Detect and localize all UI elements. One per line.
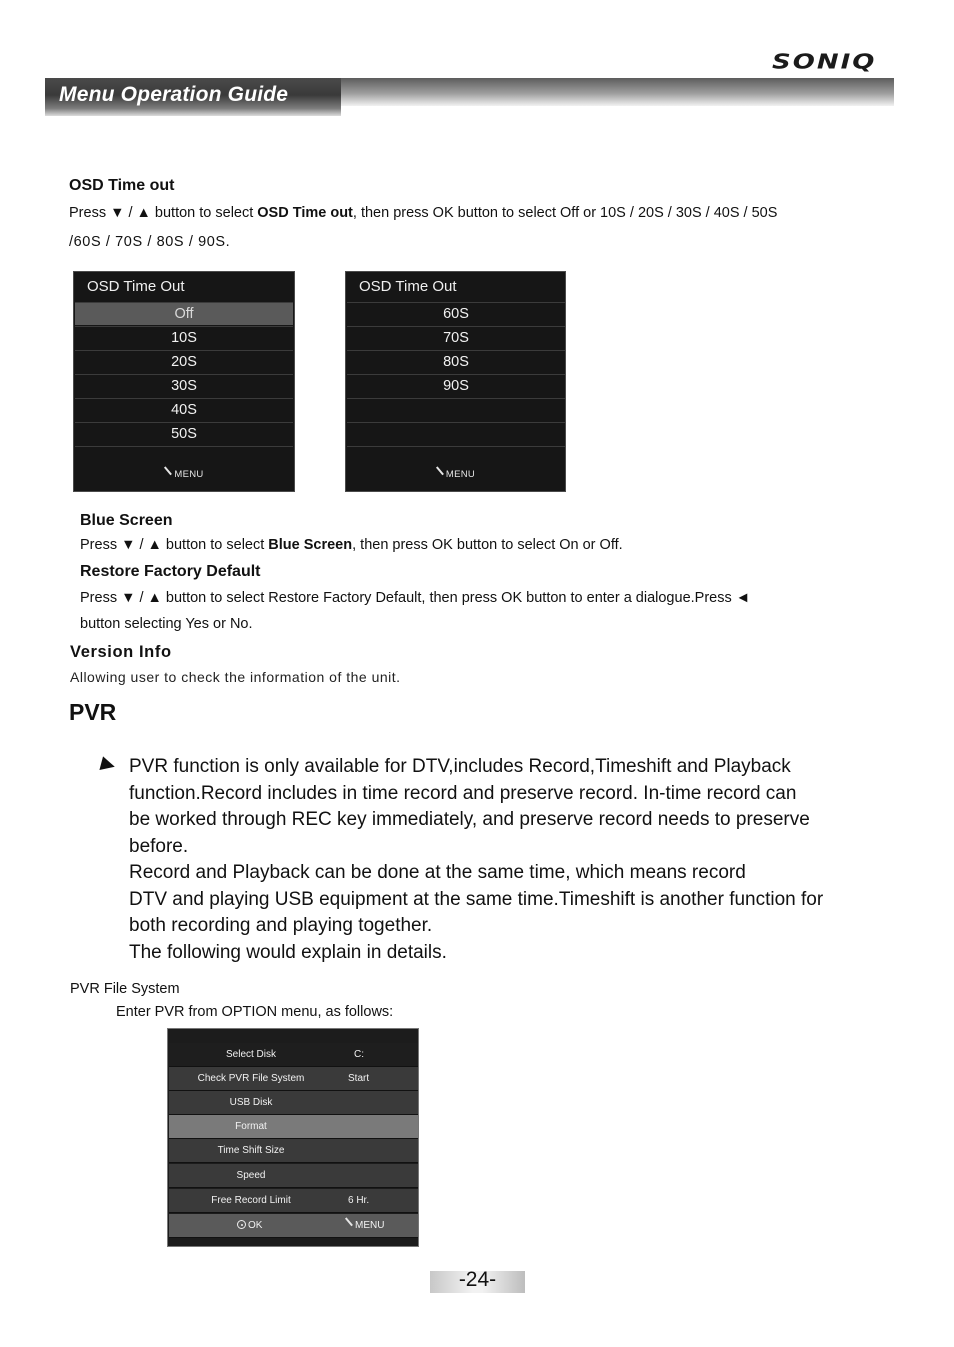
osd-option-50s[interactable]: 50S bbox=[75, 422, 293, 445]
osd-timeout-menu-left bbox=[73, 271, 295, 492]
osd-row-divider bbox=[75, 446, 293, 447]
osd-option-40s[interactable]: 40S bbox=[75, 398, 293, 421]
version-text: Allowing user to check the information of the unit. bbox=[70, 669, 401, 685]
page-title: Menu Operation Guide bbox=[59, 83, 289, 106]
page-number: -24- bbox=[458, 1268, 497, 1291]
pvr-file-system-heading: PVR File System bbox=[70, 981, 180, 997]
menu-hint: MENU bbox=[345, 1214, 384, 1238]
osd-timeout-menu-right bbox=[345, 271, 566, 492]
pvr-row-usb-disk[interactable]: USB Disk bbox=[169, 1091, 418, 1115]
osd-option-60s[interactable]: 60S bbox=[347, 302, 565, 325]
osd-timeout-heading: OSD Time out bbox=[69, 177, 175, 194]
pvr-row-time-shift-size[interactable]: Time Shift Size bbox=[169, 1139, 418, 1163]
bullet-arrow-icon bbox=[99, 756, 116, 773]
brand-logo: SONIQ bbox=[772, 50, 877, 74]
osd-option-70s[interactable]: 70S bbox=[347, 326, 565, 349]
pvr-menu-footer bbox=[169, 1214, 418, 1238]
pvr-row-format[interactable]: Format bbox=[169, 1115, 418, 1139]
pvr-file-system-intro: Enter PVR from OPTION menu, as follows: bbox=[116, 1004, 394, 1020]
osd-option-30s[interactable]: 30S bbox=[75, 374, 293, 397]
osd-menu-footer: MENU bbox=[346, 468, 565, 480]
pvr-row-check-file-system[interactable]: Check PVR File System Start bbox=[169, 1067, 418, 1091]
header-bar bbox=[340, 78, 894, 106]
osd-menu-footer: MENU bbox=[74, 468, 294, 480]
version-heading: Version Info bbox=[70, 643, 172, 661]
pvr-option-menu bbox=[167, 1028, 419, 1247]
blue-screen-text: Press ▼ / ▲ button to select Blue Screen, then press OK button to select On or Off. bbox=[80, 537, 623, 553]
restore-text-1: Press ▼ / ▲ button to select Restore Factory Default, then press OK button to enter a dialogue.Press ◄ bbox=[80, 590, 751, 606]
osd-menu-title: OSD Time Out bbox=[87, 278, 185, 295]
osd-row-divider bbox=[347, 446, 565, 447]
menu-back-icon bbox=[436, 468, 444, 476]
pvr-title: PVR bbox=[69, 699, 117, 725]
osd-timeout-text: Press ▼ / ▲ button to select OSD Time out, then press OK button to select Off or 10S / 20S / 30S / 40S / 50S bbox=[69, 205, 778, 221]
restore-heading: Restore Factory Default bbox=[80, 563, 261, 580]
restore-text-2: button selecting Yes or No. bbox=[80, 616, 253, 632]
pvr-row-select-disk[interactable]: Select Disk C: bbox=[169, 1043, 418, 1067]
osd-menu-title: OSD Time Out bbox=[359, 278, 457, 295]
menu-back-icon bbox=[164, 468, 172, 476]
osd-option-90s[interactable]: 90S bbox=[347, 374, 565, 397]
osd-option-off[interactable]: Off bbox=[75, 302, 293, 325]
pvr-description: PVR function is only available for DTV,includes Record,Timeshift and Playback function.Record includes in time record and preserve record. In-time record can be worked through REC key immediately, and preserve record needs to preserve before. Record and Playback can be done at the same time, which means record DTV and playing USB equipment at the same time.Timeshift is another function for both recording and playing together. The following would explain in details. bbox=[129, 756, 824, 963]
pvr-row-free-record-limit[interactable]: Free Record Limit 6 Hr. bbox=[169, 1189, 418, 1213]
osd-empty-row bbox=[347, 422, 565, 445]
ok-hint: OK bbox=[237, 1214, 262, 1238]
osd-empty-row bbox=[347, 398, 565, 421]
osd-timeout-text-2: /60S / 70S / 80S / 90S. bbox=[69, 234, 231, 250]
pvr-row-speed[interactable]: Speed bbox=[169, 1164, 418, 1188]
menu-back-icon bbox=[345, 1219, 353, 1227]
osd-option-10s[interactable]: 10S bbox=[75, 326, 293, 349]
ok-icon bbox=[237, 1220, 246, 1229]
blue-screen-heading: Blue Screen bbox=[80, 512, 173, 529]
osd-option-20s[interactable]: 20S bbox=[75, 350, 293, 373]
osd-option-80s[interactable]: 80S bbox=[347, 350, 565, 373]
